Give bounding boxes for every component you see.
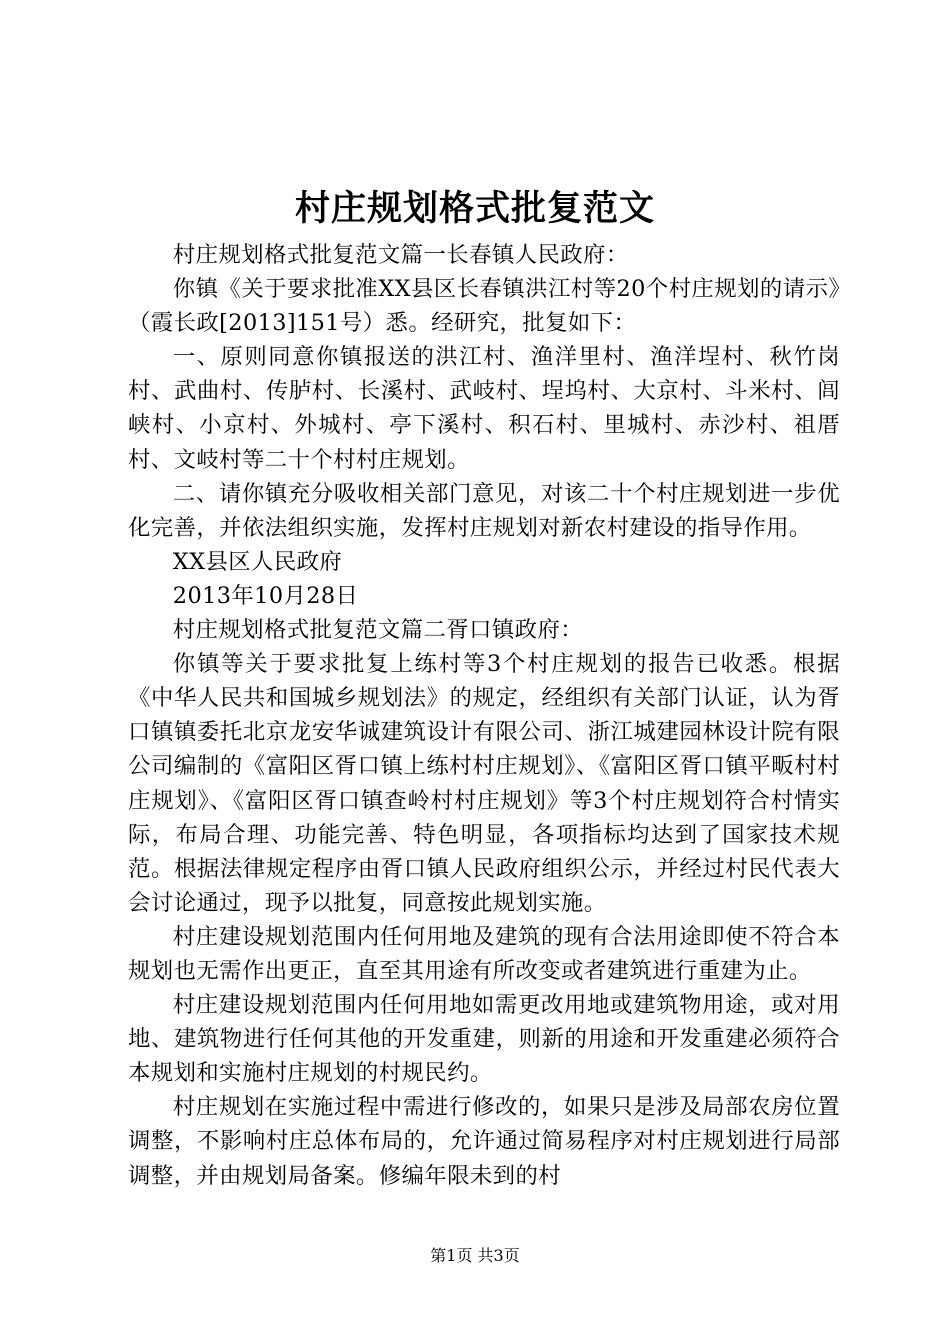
signature-date: 2013年10月28日 [172,582,359,609]
paragraph-modification: 村庄规划在实施过程中需进行修改的，如果只是涉及局部农房位置调整，不影响村庄总体布局的，允许通过简易程序对村庄规划进行局部调整，并由规划局备案。修编年限未到的村 [128,1094,840,1189]
paragraph-intro-2: 你镇等关于要求批复上练村等3个村庄规划的报告已收悉。根据《中华人民共和国城乡规划法》的规定，经组织有关部门认证，认为胥口镇镇委托北京龙安华诚建筑设计有限公司、浙江城建园林设计院有限公司编制的《富阳区胥口镇上练村村庄规划》、《富阳区胥口镇平畈村村庄规划》、《富阳区胥口镇查岭村村庄规划》等3个村庄规划符合村情实际，布局合理、功能完善、特色明显，各项指标均达到了国家技术规范。根据法律规定程序由胥口镇人民政府组织公示，并经过村民代表大会讨论通过，现予以批复，同意按此规划实施。 [128,651,840,916]
paragraph-change-use: 村庄建设规划范围内任何用地如需更改用地或建筑物用途，或对用地、建筑物进行任何其他的开发重建，则新的用途和开发重建必须符合本规划和实施村庄规划的村规民约。 [128,992,840,1087]
paragraph-salutation-2: 村庄规划格式批复范文篇二胥口镇政府： [172,617,584,644]
paragraph-intro-1: 你镇《关于要求批准XX县区长春镇洪江村等20个村庄规划的请示》（霞长政[2013]151号）悉。经研究，批复如下： [128,276,840,337]
paragraph-item-2: 二、请你镇充分吸收相关部门意见，对该二十个村庄规划进一步优化完善，并依法组织实施，发挥村庄规划对新农村建设的指导作用。 [128,480,840,541]
signature-organization: XX县区人民政府 [172,548,343,575]
document-body [128,238,840,1193]
paragraph-existing-use: 村庄建设规划范围内任何用地及建筑的现有合法用途即使不符合本规划也无需作出更正，直至其用途有所改变或者建筑进行重建为止。 [128,923,840,984]
paragraph-item-1: 一、原则同意你镇报送的洪江村、渔洋里村、渔洋埕村、秋竹岗村、武曲村、传胪村、长溪村、武岐村、埕坞村、大京村、斗米村、闾峡村、小京村、外城村、亭下溪村、积石村、里城村、赤沙村、祖厝村、文岐村等二十个村村庄规划。 [128,344,840,473]
page-number-footer: 第1页 共3页 [430,1246,520,1265]
document-title: 村庄规划格式批复范文 [294,188,655,229]
paragraph-salutation-1: 村庄规划格式批复范文篇一长春镇人民政府： [172,242,629,268]
